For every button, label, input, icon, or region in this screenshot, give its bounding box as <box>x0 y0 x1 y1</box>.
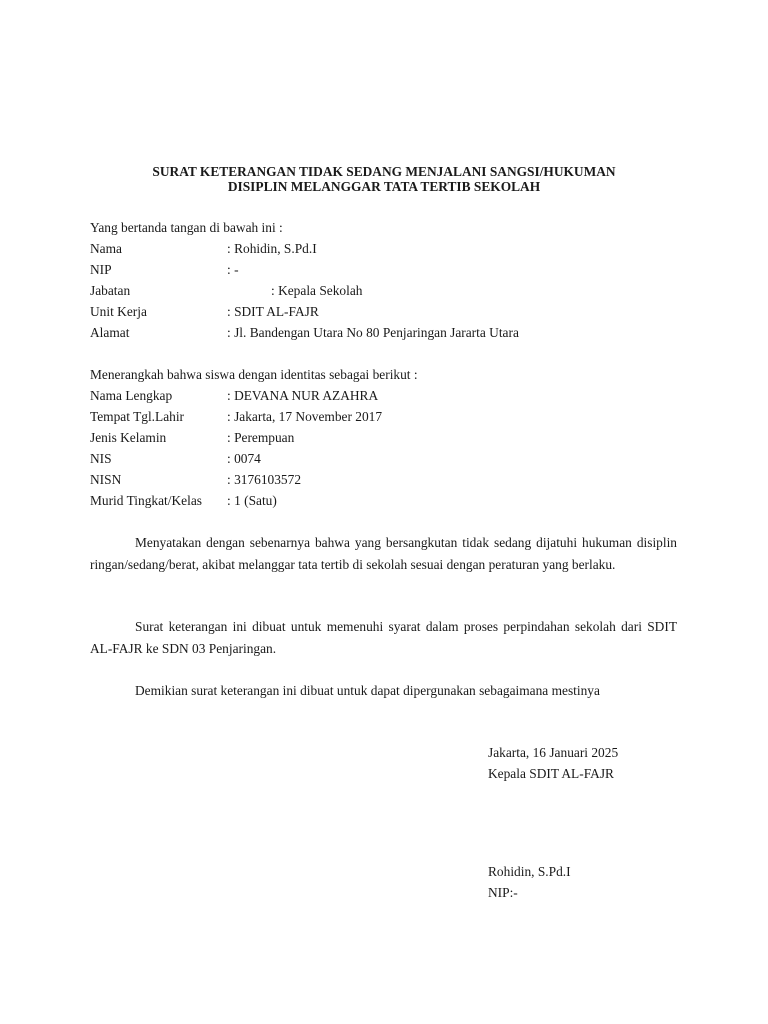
title-line-2: DISIPLIN MELANGGAR TATA TERTIB SEKOLAH <box>227 179 541 194</box>
closing-paragraph: Demikian surat keterangan ini dibuat untuk dapat dipergunakan sebagaimana mestinya <box>135 683 600 698</box>
signature-nip: NIP:- <box>488 885 518 900</box>
student-label-name: Nama Lengkap <box>90 388 173 403</box>
signature-name: Rohidin, S.Pd.I <box>488 864 571 879</box>
signer-value-unit: : SDIT AL-FAJR <box>227 304 319 319</box>
student-value-nis: : 0074 <box>227 451 261 466</box>
signer-label-jabatan: Jabatan <box>90 283 131 298</box>
intro-text: Yang bertanda tangan di bawah ini : <box>90 220 283 235</box>
signer-label-name: Nama <box>90 241 122 256</box>
student-label-gender: Jenis Kelamin <box>90 430 167 445</box>
purpose-paragraph: Surat keterangan ini dibuat untuk memenuhi syarat dalam proses perpindahan sekolah dari SDIT AL-FAJR ke SDN 03 Penjaringan. <box>90 619 677 656</box>
student-value-name: : DEVANA NUR AZAHRA <box>227 388 379 403</box>
signature-place-date: Jakarta, 16 Januari 2025 <box>488 745 619 760</box>
statement-paragraph: Menyatakan dengan sebenarnya bahwa yang bersangkutan tidak sedang dijatuhi hukuman disiplin ringan/sedang/berat, akibat melanggar tata tertib di sekolah sesuai dengan peraturan yang berlaku. <box>90 535 677 572</box>
student-value-birth: : Jakarta, 17 November 2017 <box>227 409 383 424</box>
student-intro-text: Menerangkah bahwa siswa dengan identitas sebagai berikut : <box>90 367 418 382</box>
signature-position: Kepala SDIT AL-FAJR <box>488 766 614 781</box>
signer-label-alamat: Alamat <box>90 325 130 340</box>
student-value-class: : 1 (Satu) <box>227 493 277 508</box>
student-label-nis: NIS <box>90 451 112 466</box>
student-value-nisn: : 3176103572 <box>227 472 302 487</box>
letter-title <box>0 164 768 194</box>
student-label-birth: Tempat Tgl.Lahir <box>90 409 185 424</box>
student-label-nisn: NISN <box>90 472 122 487</box>
signer-label-nip: NIP <box>90 262 112 277</box>
student-value-gender: : Perempuan <box>227 430 295 445</box>
student-label-class: Murid Tingkat/Kelas <box>90 493 202 508</box>
signer-value-nip: : - <box>227 262 239 277</box>
signer-value-jabatan: : Kepala Sekolah <box>271 283 363 298</box>
title-line-1: SURAT KETERANGAN TIDAK SEDANG MENJALANI SANGSI/HUKUMAN <box>152 164 616 179</box>
signer-value-alamat: : Jl. Bandengan Utara No 80 Penjaringan Jararta Utara <box>227 325 519 340</box>
signer-label-unit: Unit Kerja <box>90 304 147 319</box>
signer-value-name: : Rohidin, S.Pd.I <box>227 241 317 256</box>
